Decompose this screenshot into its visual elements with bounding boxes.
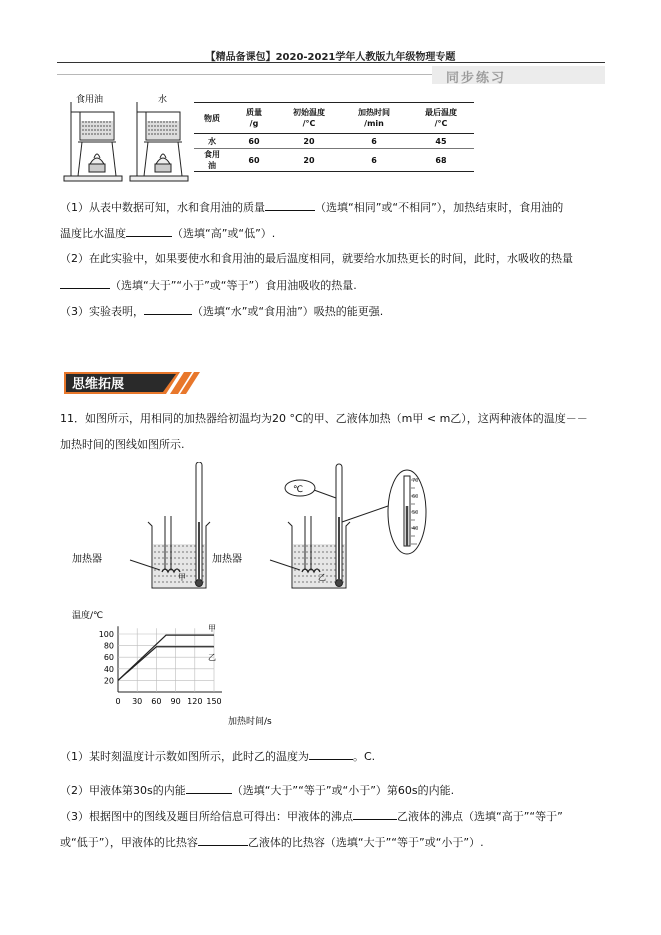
text-span: 乙液体的比热容（选填“大于”“等于”或“小于”）. [247,836,484,849]
temperature-time-chart [70,600,300,730]
heater-label-2: 加热器 [212,554,242,565]
table-row [194,149,474,172]
x-tick-label: 150 [206,697,222,706]
answer-blank[interactable] [309,748,353,760]
text-span: 乙液体的沸点（选填“高于”“等于” [397,810,563,823]
table-cell: 食用 油 [194,149,230,172]
text-span: （1）从表中数据可知，水和食用油的质量 [60,201,265,214]
data-table [194,102,474,172]
x-tick-label: 30 [132,697,143,706]
q11-part-2 [60,782,454,799]
text-span: （2）甲液体第30s的内能 [60,784,186,797]
y-tick-label: 40 [103,664,114,674]
x-tick-label: 120 [187,697,203,706]
series-line-jia [118,635,214,680]
table-header-row [194,103,474,134]
x-tick-label: 90 [170,697,181,706]
q11-part-1 [60,748,375,765]
thermo-tick-label: 50 [412,510,419,516]
table-cell: 20 [278,134,340,149]
table-header-cell: 质量 /g [230,103,278,134]
table-cell: 水 [194,134,230,149]
answer-blank[interactable] [126,225,172,237]
chart-ylabel: 温度/℃ [72,611,104,621]
chart-xlabel: 加热时间/s [228,717,272,727]
text-span: （3）根据图中的图线及题目所给信息可得出：甲液体的沸点 [60,810,353,823]
liquid-label-yi: 乙 [318,573,326,582]
text-span: （1）某时刻温度计示数如图所示，此时乙的温度为 [60,750,309,763]
q11-line-1: 11．如图所示，用相同的加热器给初温均为20 °C的甲、乙液体加热（m甲 < m乙），这两种液体的温度－－ [60,412,588,425]
text-span: （选填“水”或“食用油”）吸热的能更强. [192,305,384,318]
oil-label: 食用油 [76,95,104,105]
q11-line-2: 加热时间的图线如图所示. [60,438,185,451]
section-tab [432,66,605,84]
table-row [194,134,474,149]
thermo-tick-label: 60 [412,494,419,500]
text-span: （3）实验表明， [60,305,144,318]
question-part-3 [60,303,383,320]
series-line-yi [118,647,214,681]
table-cell: 20 [278,149,340,172]
y-tick-label: 80 [103,641,114,651]
y-tick-label: 60 [103,653,114,663]
beaker-apparatus-figure [70,462,450,597]
answer-blank[interactable] [353,808,397,820]
text-span: 。C. [353,750,376,763]
table-cell: 68 [408,149,474,172]
text-span: （选填“大于”“等于”或“小于”）第60s的内能. [231,784,455,797]
text-span: （选填“相同”或“不相同”），加热结束时，食用油的 [315,201,564,214]
question-part-2 [60,251,573,267]
table-cell: 45 [408,134,474,149]
answer-blank[interactable] [186,782,232,794]
q11-part-3 [60,808,563,825]
text-span: 或“低于”），甲液体的比热容 [60,836,198,849]
section-tab-label: 同步练习 [446,71,507,86]
text-span: 温度比水温度 [60,227,126,240]
question-part-2-cont [60,277,357,294]
question-part-1 [60,199,563,216]
question-part-1-cont [60,225,275,242]
thermo-tick-label: 70 [412,478,419,484]
water-label: 水 [158,95,168,105]
text-span: （2）在此实验中，如果要使水和食用油的最后温度相同，就要给水加热更长的时间，此时，水吸收的热量 [60,252,573,265]
table-cell: 60 [230,149,278,172]
series-label: 乙 [208,652,216,662]
q11-part-3-cont [60,834,484,851]
table-header-cell: 物质 [194,103,230,134]
table-header-cell: 初始温度 /°C [278,103,340,134]
y-tick-label: 20 [103,676,114,686]
x-tick-label: 60 [151,697,162,706]
unit-bubble-label: ℃ [293,485,304,495]
series-label: 甲 [208,624,216,634]
answer-blank[interactable] [144,303,192,315]
table-cell: 6 [340,149,408,172]
table-header-cell: 加热时间 /min [340,103,408,134]
table-header-cell: 最后温度 /°C [408,103,474,134]
header-rule [57,62,605,63]
y-tick-label: 100 [98,630,114,639]
banner-rule [57,74,433,75]
answer-blank[interactable] [60,277,110,289]
thermo-tick-label: 40 [412,526,419,532]
section-badge [62,368,202,398]
heating-apparatus-figure [62,92,190,184]
page-header-title: 【精品备课包】2020-2021学年人教版九年级物理专题 [205,52,456,63]
answer-blank[interactable] [265,199,315,211]
liquid-label-jia: 甲 [178,573,186,582]
answer-blank[interactable] [198,834,248,846]
x-tick-label: 0 [115,697,121,706]
section-title: 思维拓展 [72,377,125,392]
table-cell: 6 [340,134,408,149]
heater-label-1: 加热器 [72,554,102,565]
table-cell: 60 [230,134,278,149]
text-span: （选填“大于”“小于”或“等于”）食用油吸收的热量. [110,279,357,292]
text-span: （选填“高”或“低”）. [172,227,276,240]
